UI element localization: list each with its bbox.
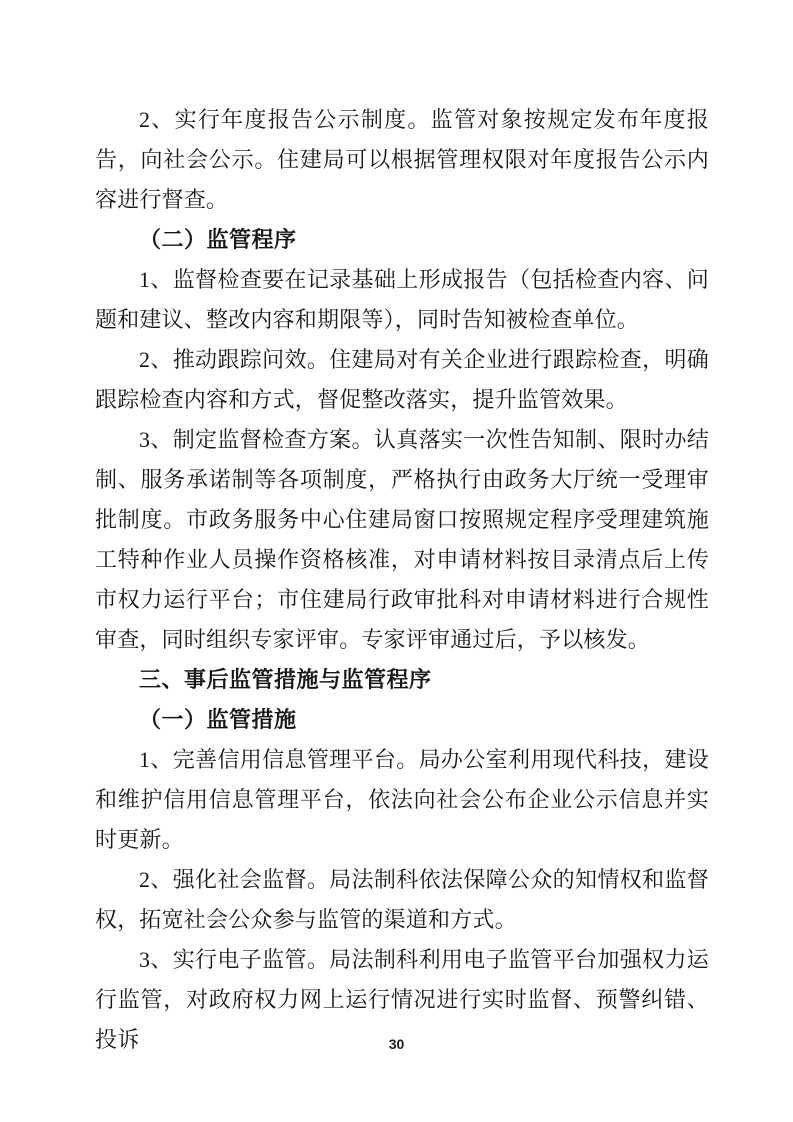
document-body: [95, 100, 709, 1060]
paragraph: 3、实行电子监管。局法制科利用电子监管平台加强权力运行监管，对政府权力网上运行情况进行实时监督、预警纠错、投诉: [95, 947, 709, 1052]
paragraph: 2、实行年度报告公示制度。监管对象按规定发布年度报告，向社会公示。住建局可以根据管理权限对年度报告公示内容进行督查。: [95, 107, 709, 212]
paragraph: 3、制定监督检查方案。认真落实一次性告知制、限时办结制、服务承诺制等各项制度，严格执行由政务大厅统一受理审批制度。市政务服务中心住建局窗口按照规定程序受理建筑施工特种作业人员操作资格核准，对申请材料按目录清点后上传市权力运行平台；市住建局行政审批科对申请材料进行合规性审查，同时组织专家评审。专家评审通过后，予以核发。: [95, 427, 709, 652]
paragraph: 1、完善信用信息管理平台。局办公室利用现代科技，建设和维护信用信息管理平台，依法向社会公布企业公示信息并实时更新。: [95, 747, 709, 852]
paragraph: 2、强化社会监督。局法制科依法保障公众的知情权和监督权，拓宽社会公众参与监管的渠道和方式。: [95, 867, 709, 932]
paragraph: 1、监督检查要在记录基础上形成报告（包括检查内容、问题和建议、整改内容和期限等），同时告知被检查单位。: [95, 267, 709, 332]
section-heading: （二）监管程序: [139, 227, 297, 252]
page-number: 30: [388, 1036, 405, 1052]
section-heading: 三、事后监管措施与监管程序: [139, 667, 432, 692]
paragraph: 2、推动跟踪问效。住建局对有关企业进行跟踪检查，明确跟踪检查内容和方式，督促整改落实，提升监管效果。: [95, 347, 709, 412]
section-heading: （一）监管措施: [139, 707, 297, 732]
